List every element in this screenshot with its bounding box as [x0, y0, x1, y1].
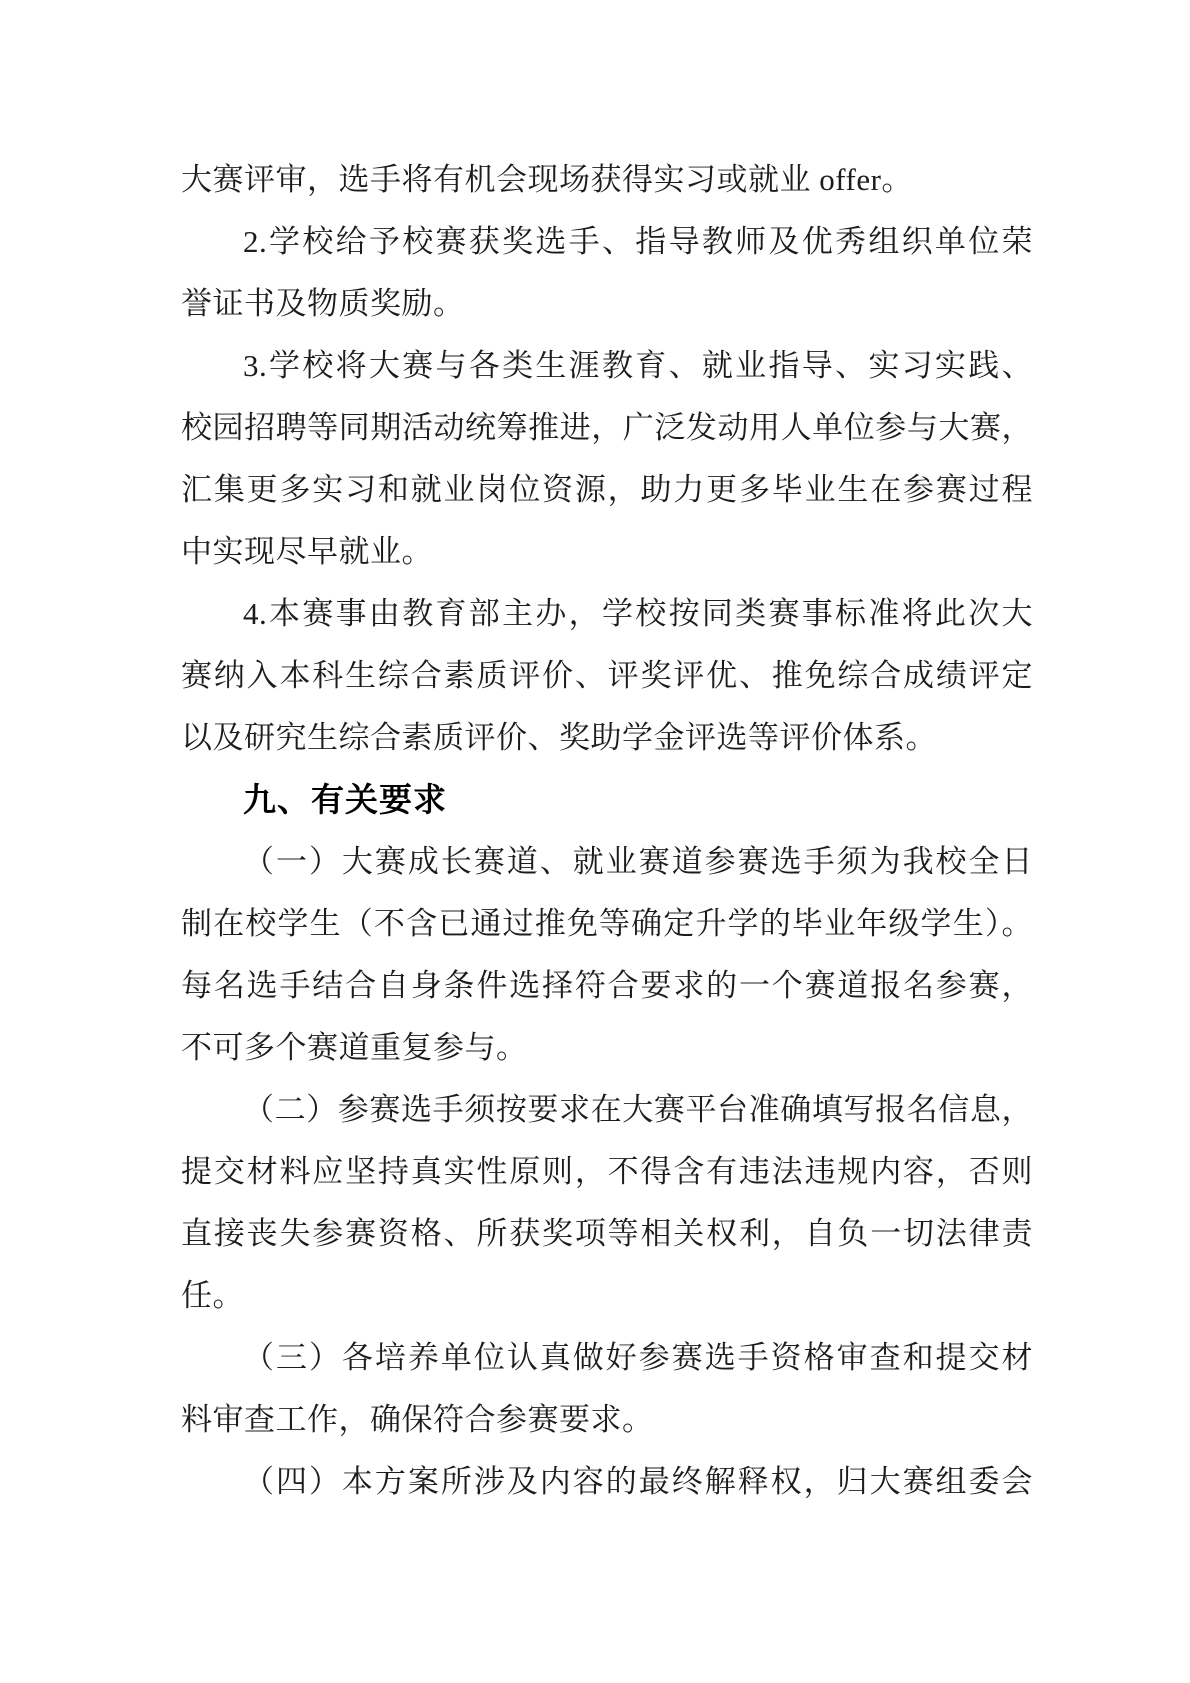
text-line: （一）大赛成长赛道、就业赛道参赛选手须为我校全日	[243, 844, 1033, 879]
text-line: （四）本方案所涉及内容的最终解释权，归大赛组委会	[243, 1464, 1033, 1499]
text-line: 直接丧失参赛资格、所获奖项等相关权利，自负一切法律责	[181, 1216, 1033, 1251]
text-line: 誉证书及物质奖励。	[181, 286, 465, 321]
text-line: 3.学校将大赛与各类生涯教育、就业指导、实习实践、	[243, 348, 1033, 383]
text-line: 2.学校给予校赛获奖选手、指导教师及优秀组织单位荣	[243, 224, 1033, 259]
text-line: 不可多个赛道重复参与。	[181, 1030, 528, 1065]
text-line: 任。	[181, 1278, 244, 1313]
text-line: 以及研究生综合素质评价、奖助学金评选等评价体系。	[181, 720, 937, 755]
text-line: 料审查工作，确保符合参赛要求。	[181, 1402, 654, 1437]
text-line: 汇集更多实习和就业岗位资源，助力更多毕业生在参赛过程	[181, 472, 1033, 507]
text-line: 中实现尽早就业。	[181, 534, 433, 569]
text-line: （三）各培养单位认真做好参赛选手资格审查和提交材	[243, 1340, 1033, 1375]
text-line: 提交材料应坚持真实性原则，不得含有违法违规内容，否则	[181, 1154, 1033, 1189]
text-line: 每名选手结合自身条件选择符合要求的一个赛道报名参赛，	[181, 968, 1033, 1003]
text-line: 4.本赛事由教育部主办，学校按同类赛事标准将此次大	[243, 596, 1033, 631]
document-text-block	[181, 149, 1033, 1513]
text-line: （二）参赛选手须按要求在大赛平台准确填写报名信息，	[243, 1092, 1033, 1127]
section-heading: 九、有关要求	[243, 781, 447, 818]
text-line: 大赛评审，选手将有机会现场获得实习或就业 offer。	[181, 162, 913, 197]
text-line: 校园招聘等同期活动统筹推进，广泛发动用人单位参与大赛，	[181, 410, 1033, 445]
text-line: 赛纳入本科生综合素质评价、评奖评优、推免综合成绩评定	[181, 658, 1033, 693]
text-line: 制在校学生（不含已通过推免等确定升学的毕业年级学生）。	[181, 906, 1033, 941]
